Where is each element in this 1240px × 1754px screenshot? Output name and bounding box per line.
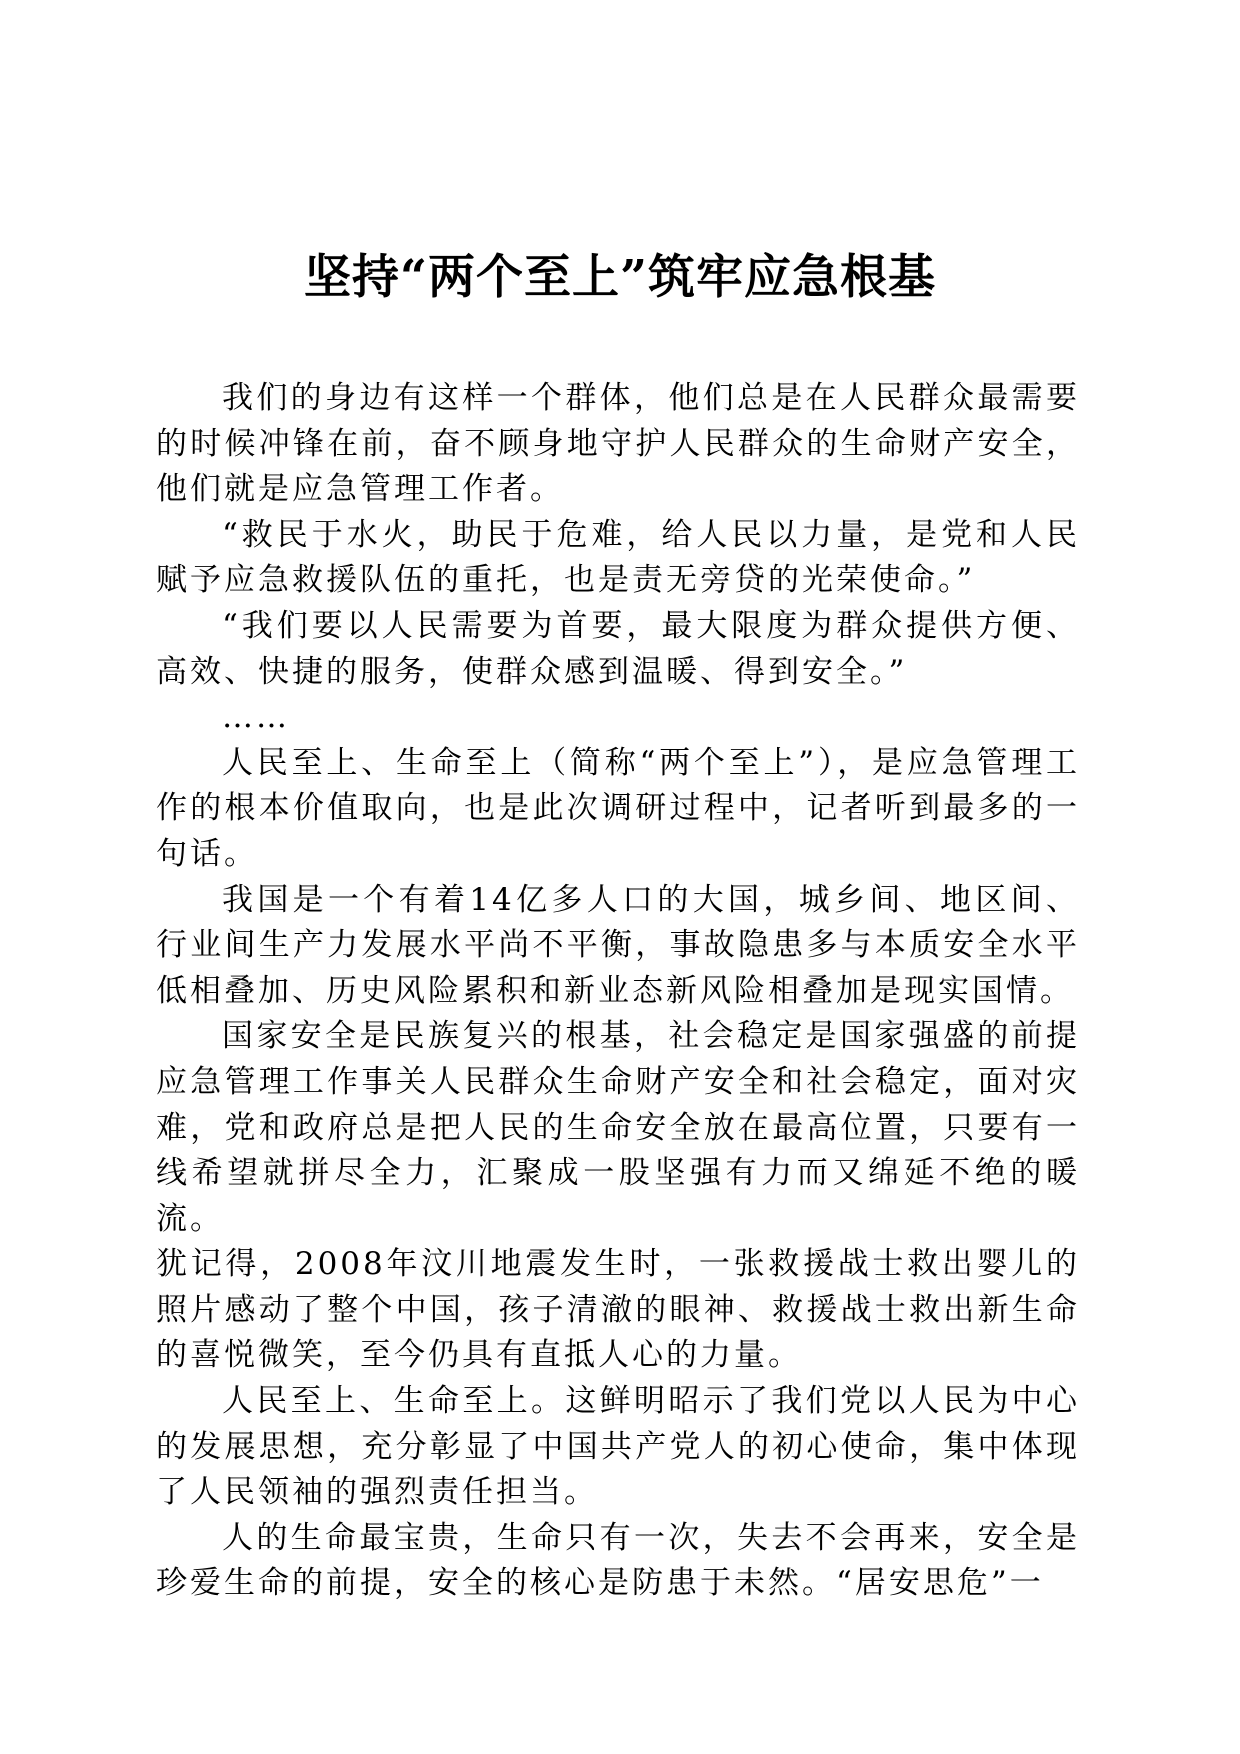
- paragraph: 人的生命最宝贵，生命只有一次，失去不会再来，安全是珍爱生命的前提，安全的核心是防患于未然。“居安思危”一: [156, 1519, 1080, 1602]
- document-body: [156, 376, 1080, 1607]
- paragraph: “我们要以人民需要为首要，最大限度为群众提供方便、高效、快捷的服务，使群众感到温暖、得到安全。”: [156, 607, 1080, 690]
- paragraph: 我国是一个有着14亿多人口的大国，城乡间、地区间、行业间生产力发展水平尚不平衡，事故隐患多与本质安全水平低相叠加、历史风险累积和新业态新风险相叠加是现实国情。: [156, 881, 1080, 1009]
- paragraph: 人民至上、生命至上。这鲜明昭示了我们党以人民为中心的发展思想，充分彰显了中国共产党人的初心使命，集中体现了人民领袖的强烈责任担当。: [156, 1383, 1080, 1511]
- paragraph: 犹记得，2008年汶川地震发生时，一张救援战士救出婴儿的照片感动了整个中国，孩子清澈的眼神、救援战士救出新生命的喜悦微笑，至今仍具有直抵人心的力量。: [156, 1246, 1080, 1374]
- document-title: 坚持“两个至上”筑牢应急根基: [303, 250, 937, 305]
- paragraph: 国家安全是民族复兴的根基，社会稳定是国家强盛的前提应急管理工作事关人民群众生命财产安全和社会稳定，面对灾难，党和政府总是把人民的生命安全放在最高位置，只要有一线希望就拼尽全力，汇聚成一股坚强有力而又绵延不绝的暖流。: [156, 1018, 1080, 1237]
- paragraph: 我们的身边有这样一个群体，他们总是在人民群众最需要的时候冲锋在前，奋不顾身地守护人民群众的生命财产安全，他们就是应急管理工作者。: [156, 380, 1080, 508]
- paragraph-ellipsis: ……: [222, 699, 290, 736]
- paragraph: 人民至上、生命至上（简称“两个至上”），是应急管理工作的根本价值取向，也是此次调研过程中，记者听到最多的一句话。: [156, 744, 1080, 872]
- paragraph: “救民于水火，助民于危难，给人民以力量，是党和人民赋予应急救援队伍的重托，也是责无旁贷的光荣使命。”: [156, 516, 1080, 599]
